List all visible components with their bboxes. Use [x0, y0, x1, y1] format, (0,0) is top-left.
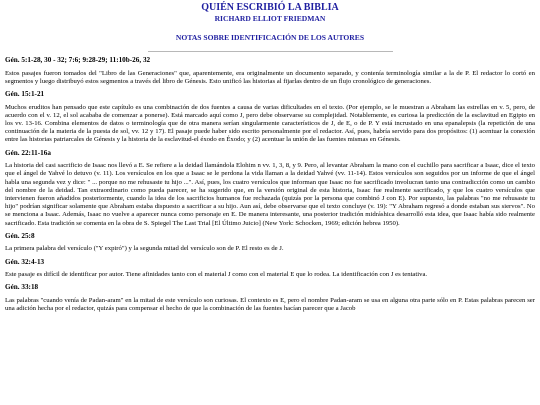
document-header [0, 2, 540, 52]
note-text: Este pasaje es difícil de identificar por autor. Tiene afinidades tanto con el material J como con el material E que lo rodea. La identificación con J es tentativa. [5, 271, 428, 279]
section-subtitle: NOTAS SOBRE IDENTIFICACIÓN DE LOS AUTORES [175, 33, 365, 42]
book-author: RICHARD ELLIOT FRIEDMAN [214, 14, 326, 23]
note-heading: Gén. 15:1-21 [5, 90, 45, 98]
note-heading: Gén. 5:1-28, 30 - 32; 7:6; 9:28-29; 11:10b-26, 32 [5, 56, 151, 64]
book-title: QUIÉN ESCRIBIÓ LA BIBLIA [201, 2, 339, 13]
note-text: La historia del casi sacrificio de Isaac nos llevó a E. Se refiere a la deidad llamándola Elohim n vv. 1, 3, 8, y 9. Pero, al levantar Abraham la mano con el cuchillo para sacrificar a Isaac, dice el texto que el ángel de Yahvé lo detuvo (v. 11). Los versículos en los que a Isaac se le perdona la vida llaman a la deidad Yahvé (vv. 11-14). Estos versículos son seguidos por un informe de que el ángel habla una segunda vez y dice: " ... porque no me rehusaste tu hijo ...". Así, pues, los cuatro versículos que informan que Isaac no fue sacrificado involucran tanto una contradicción como un cambio del nombre de la deidad. Tan extraordinario como pueda parecer, se ha sugerido que, en la versión original de esta historia, Isaac fue realmente sacrificado, y que los cuatro versículos que intervienen fueron añadidos posteriormente, cuando la idea de los sacrificios humanos fue rechazada (quizás por la persona que combinó J con E). Por supuesto, las palabras "no me rehusaste tu hijo" podrían significar solamente que Abraham estaba dispuesto a sacrificar a su hijo. Aun así, debe observarse que el texto concluye (v. 19): "Y Abraham regresó a donde estaban sus siervos". No se menciona a Isaac. Además, Isaac no vuelve a aparecer nunca como personaje en E. De manera interesante, una posterior tradición midráshica desarrolló esta idea, que Isaac había sido realmente sacrificado. Esta tradición se comenta en la obra de S. Spiegel The Last Trial [El Último Juicio] (New York: Schocken, 1969; edición hebrea 1950). [5, 162, 535, 227]
note-text: Estos pasajes fueron tomados del "Libro de las Generaciones" que, aparentemente, era originalmente un documento separado, y contenía terminología similar a la de P. El redactor lo cortó en segmentos y luego distribuyó estos segmentos a través del libro de Génesis. Esto unificó las historias al fijarlas dentro de un flujo cronológico de generaciones. [5, 69, 535, 85]
note-heading: Gén. 22:11-16a [5, 148, 51, 157]
note-text: Las palabras "cuando venía de Padan-aram" en la mitad de este versículo son curiosas. El contexto es E, pero el nombre Padan-aram se usa en alguna otra parte sólo en P. Estas palabras parecen ser una adición hecha por el redactor, quizás para compensar el hecho de que la combinación de las fuentes hacían parecer que a Jacob [5, 297, 535, 313]
header-divider [148, 51, 393, 52]
note-heading: Gén. 32:4-13 [5, 257, 45, 266]
note-text: Muchos eruditos han pensado que este capítulo es una combinación de dos fuentes a causa de varias dificultades en el texto. (Por ejemplo, se le muestran a Abraham las estrellas en v. 5, pero, de acuerdo con el v. 12, el sol acababa de comenzar a ponerse). Está marcado aquí como J, pero debe observarse su complejidad. Notablemente, es curiosa la predicción de la esclavitud en Egipto en los vv. 13-16. Combina elementos de datos o terminología que de otra manera serían singularmente característicos de J, de E, o de P. Y está incrustado en una epanalepsis (la repetición de una continuación de la materia de la puesta de sol, vv. 12 y 17). El pasaje puede haber sido escrito personalmente por el redactor. Así, pues, habría servido para dos propósitos: (1) acentuar la conexión entre las historias patriarcales de Génesis y la historia de la esclavitud-el éxodo en Éxodo; y (2) acentuar la unión de las fuentes mismas en Génesis. [5, 103, 535, 144]
note-text: La primera palabra del versículo ("Y expiró") y la segunda mitad del versículo son de P. El resto es de J. [5, 245, 284, 253]
note-heading: Gén. 33:18 [5, 283, 39, 292]
notes-body [0, 56, 540, 313]
note-heading: Gén. 25:8 [5, 231, 35, 240]
